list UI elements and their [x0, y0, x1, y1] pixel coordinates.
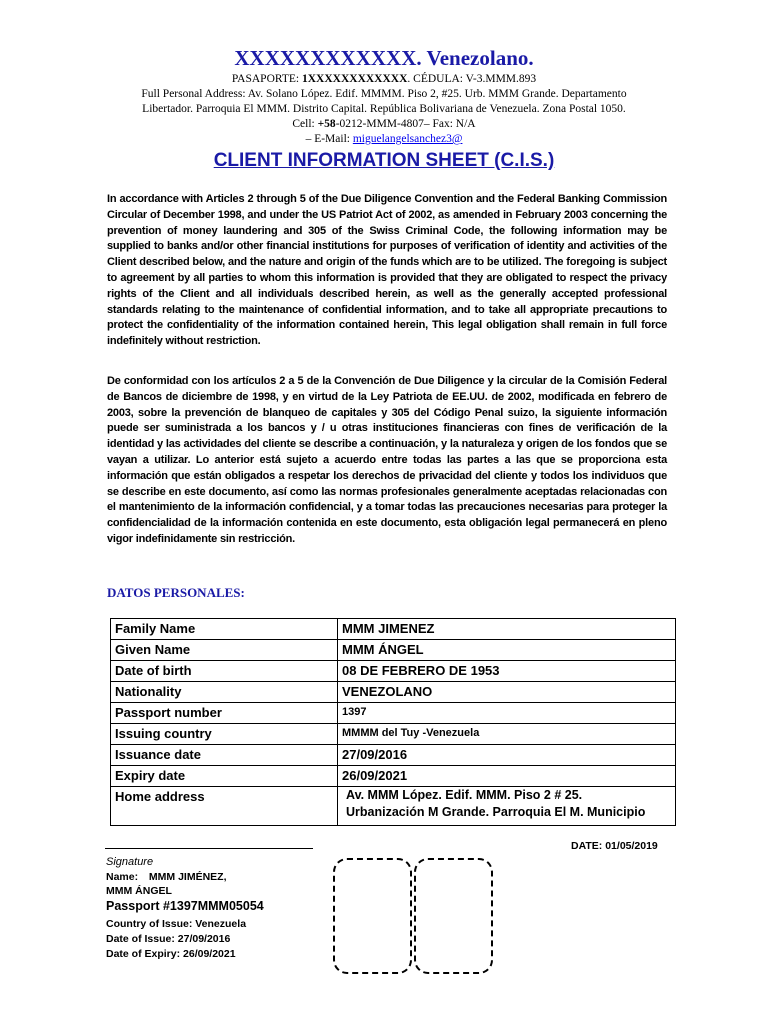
row-label: Given Name [111, 640, 338, 661]
table-row [111, 640, 676, 661]
signer-name-line [106, 870, 227, 884]
cell-label: Cell: [292, 118, 318, 130]
row-label: Passport number [111, 703, 338, 724]
header-name: XXXXXXXXXXXX. Venezolano. [234, 46, 534, 70]
table-row [111, 619, 676, 640]
signature-line [105, 848, 313, 849]
paragraph-english: In accordance with Articles 2 through 5 of the Due Diligence Convention and the Federal Banking Commission Circular of December 1998, and under the US Patriot Act of 2002, as amended in February 2003 concerning the prevention of money laundering and 305 of the Swiss Criminal Code, the following information may be supplied to banks and/or other financial institutions for purposes of verification of identity and activities of the Client described below, and the nature and origin of the funds which are to be utilized. The foregoing is subject to agreement by all parties to whom this information is provided that they are obligated to respect the privacy rights of the Client and all individuals described herein, as well as the generally accepted professional standards relating to the maintenance of confidential information, and to take all appropriate precautions to protect the confidentiality of the information contained herein, This legal obligation shall remain in full force indefinitely without restriction. [107, 193, 667, 348]
row-label: Issuance date [111, 745, 338, 766]
table-row [111, 661, 676, 682]
fingerprint-box-right [414, 858, 493, 974]
signer-name-line-2: MMM ÁNGEL [106, 885, 172, 897]
row-label: Family Name [111, 619, 338, 640]
signer-passport: Passport #1397MMM05054 [106, 899, 264, 913]
paragraph-spanish: De conformidad con los artículos 2 a 5 de la Convención de Due Diligence y la circular de la Comisión Federal de Bancos de diciembre de 1998, y en virtud de la Ley Patriota de EE.UU. de 2002, modificada en febrero de 2003, sobre la prevención de blanqueo de capitales y 305 del Código Penal suizo, la siguiente información puede ser suministrada a los bancos y / u otras instituciones financieras con fines de verificación de la identidad y las actividades del cliente se describe a continuación, y la naturaleza y origen de los fondos que se vayan a utilizar. Lo anterior está sujeto a acuerdo entre todas las partes a las que se proporciona esta información que están obligados a respetar los derechos de privacidad del cliente y todos los individuos que se describe en este documento, así como las normas profesionales generalmente aceptadas relacionadas con el mantenimiento de la información confidencial, y a tomar todas las precauciones necesarias para proteger la confidencialidad de la información contenida en este documento, esta obligación legal permanecerá en pleno vigor indefinidamente sin restricción. [107, 375, 667, 545]
row-value-address [338, 787, 676, 826]
table-row [111, 745, 676, 766]
email-label: – E-Mail: [305, 133, 353, 145]
row-label: Home address [111, 787, 338, 826]
signer-issue-date: Date of Issue: 27/09/2016 [106, 933, 231, 945]
table-row [111, 682, 676, 703]
passport-value: 1XXXXXXXXXXXX [301, 73, 408, 85]
signature-label: Signature [106, 856, 154, 868]
row-value: 08 DE FEBRERO DE 1953 [338, 661, 676, 682]
phone-line [0, 117, 768, 132]
email-link[interactable]: miguelangelsanchez3@ [352, 133, 463, 145]
cedula-text: . CÉDULA: V-3.MMM.893 [407, 73, 537, 85]
section-title: DATOS PERSONALES: [107, 585, 245, 600]
cell-prefix: +58 [317, 118, 336, 130]
row-value: MMM JIMENEZ [338, 619, 676, 640]
address-value-line-1: Av. MMM López. Edif. MMM. Piso 2 # 25. [346, 788, 583, 802]
row-value: MMM ÁNGEL [338, 640, 676, 661]
row-value: VENEZOLANO [338, 682, 676, 703]
row-label: Issuing country [111, 724, 338, 745]
document-title: CLIENT INFORMATION SHEET (C.I.S.) [213, 150, 555, 171]
name-label: Name: [106, 871, 139, 883]
row-label: Expiry date [111, 766, 338, 787]
fingerprint-box-left [333, 858, 412, 974]
address-line-2: Libertador. Parroquia El MMM. Distrito Capital. República Bolivariana de Venezuela. Zona Postal 1050. [142, 103, 626, 115]
row-value: 27/09/2016 [338, 745, 676, 766]
address-value-line-2: Urbanización M Grande. Parroquia El M. Municipio [346, 805, 646, 819]
signer-expiry-date: Date of Expiry: 26/09/2021 [106, 948, 236, 960]
table-row-home-address [111, 787, 676, 826]
row-value: 26/09/2021 [338, 766, 676, 787]
passport-label: PASAPORTE: [231, 73, 302, 85]
personal-data-table [110, 618, 676, 826]
address-line-1: Full Personal Address: Av. Solano López. Edif. MMMM. Piso 2, #25. Urb. MMM Grande. Departamento [141, 88, 627, 100]
table-row [111, 703, 676, 724]
row-label: Nationality [111, 682, 338, 703]
row-value: 1397 [338, 703, 676, 724]
row-value: MMMM del Tuy -Venezuela [338, 724, 676, 745]
signature-date: DATE: 01/05/2019 [571, 840, 658, 852]
signer-country: Country of Issue: Venezuela [106, 918, 247, 930]
table-row [111, 766, 676, 787]
row-label: Date of birth [111, 661, 338, 682]
table-row [111, 724, 676, 745]
passport-cedula-line [0, 72, 768, 87]
name-value-1: MMM JIMÉNEZ, [148, 871, 227, 883]
email-line [0, 132, 768, 147]
cell-rest: -0212-MMM-4807– Fax: N/A [335, 118, 476, 130]
